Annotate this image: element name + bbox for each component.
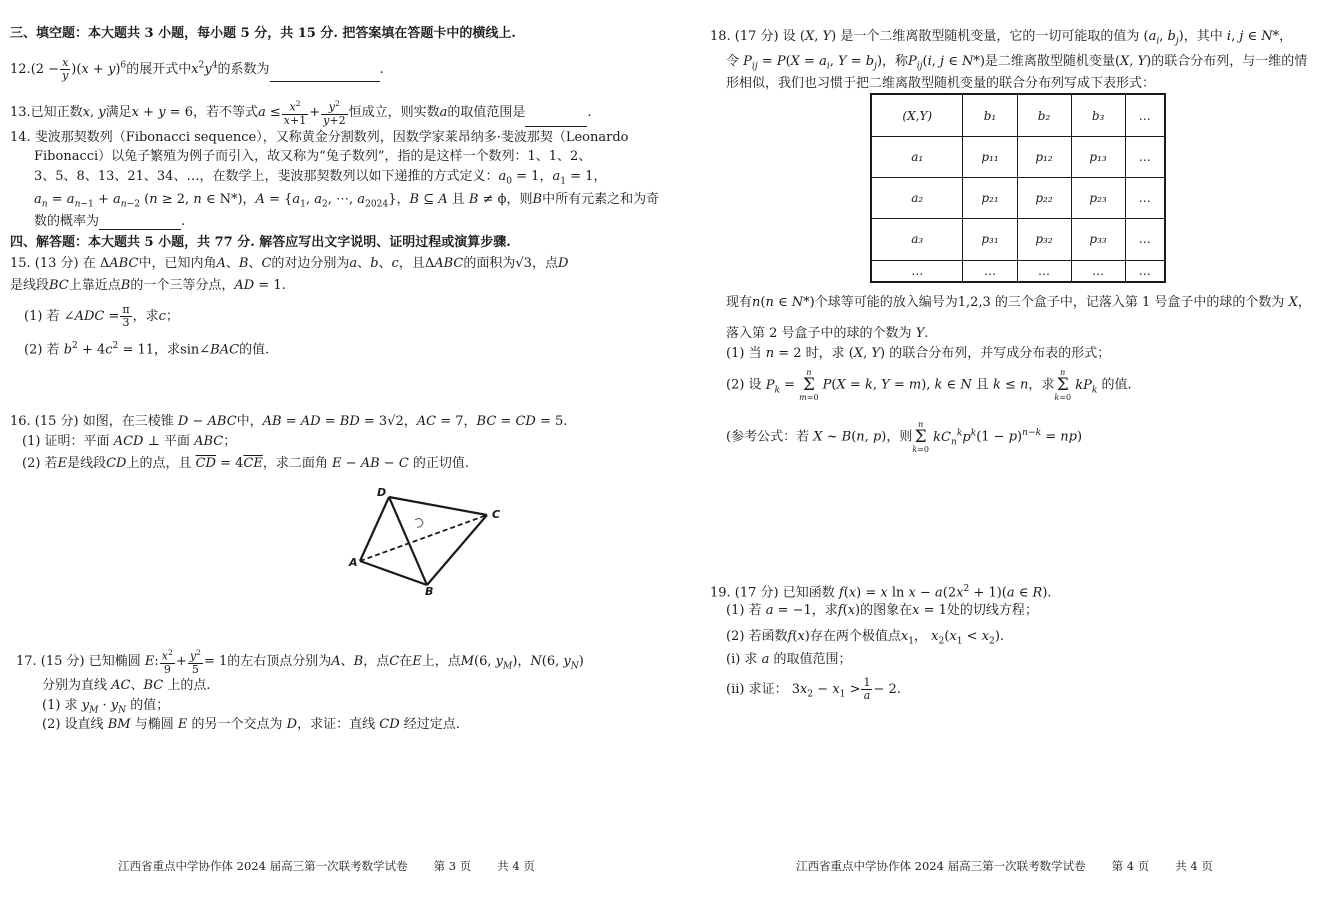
question-16-part-1: (1) 证明：平面 ACD ⊥ 平面 ABC；: [22, 434, 237, 449]
question-18-part-1: (1) 当 n = 2 时，求 (X, Y) 的联合分布列，并写成分布表的形式；: [726, 346, 1111, 361]
page-3: [0, 0, 668, 900]
edge-DC: [389, 497, 487, 515]
table-cell: …: [1125, 178, 1165, 219]
table-cell: …: [963, 260, 1017, 282]
question-19-part-2: (2) 若函数f(x)存在两个极值点$x_1$， $x_2(x_1 < x_2)$.: [726, 629, 1005, 647]
tetrahedron-diagram: [345, 485, 515, 600]
question-19-part-1: (1) 若 a = −1，求f(x)的图象在x = 1处的切线方程；: [726, 603, 1038, 618]
vertex-label-C: C: [492, 508, 501, 521]
edge-AB: [360, 561, 427, 585]
table-header-cell: b₃: [1071, 94, 1125, 137]
question-19: 19. (17 分) 已知函数 f(x) = x $\ln x - a(2x^2 + 1)(a$ ∈ R).: [710, 584, 1052, 601]
question-14-line-2: Fibonacci）以兔子繁殖为例子而引入，故又称为“兔子数列”，指的是这样一个数列：1、1、2、: [34, 149, 592, 164]
table-cell: …: [871, 260, 963, 282]
pencil-mark: [415, 519, 423, 528]
question-14-line-1: 14. 斐波那契数列（Fibonacci sequence），又称黄金分割数列，因数学家莱昂纳多·斐波那契（Leonardo: [10, 130, 629, 145]
question-16: 16. (15 分) 如图，在三棱锥 D − ABC中，AB = AD = BD = 3√2，AC = 7，BC = CD = 5.: [10, 414, 568, 429]
table-cell: a₃: [871, 219, 963, 260]
table-cell: …: [1125, 260, 1165, 282]
vertex-label-A: A: [349, 556, 358, 569]
question-17-line-2: 分别为直线 AC、BC 上的点.: [42, 678, 211, 693]
table-header-cell: b₁: [963, 94, 1017, 137]
question-17: 17. (15 分) 已知椭圆 E: $\frac{x^2}{9}$ + $\frac{y^2}{5}$ = 1的左右顶点分别为A、B，点C在E上，点M(6, $y_M$)，N(6, $y_N$): [16, 648, 584, 676]
question-18-reference: (参考公式：若 X ~ B(n, p)，则n Σ k=0 $kC_n^kp^k(1 - p)^{n-k} = np$): [726, 420, 1083, 454]
answer-blank-12[interactable]: [270, 81, 380, 82]
table-cell: p₂₁: [963, 178, 1017, 219]
table-cell: …: [1071, 260, 1125, 282]
answer-blank-14[interactable]: [99, 229, 181, 230]
question-18-line-5: 落入第 2 号盒子中的球的个数为 Y.: [726, 326, 929, 341]
question-18-part-2: (2) 设 $P_k = n$ Σ m=0 P(X = k, Y = m), k ∈ N 且 k ≤ n，求n Σ k=0 $kP_k$ 的值.: [726, 368, 1132, 402]
question-12: 12.(2 − $\frac{x}{y}$ )$(x + y)^6$的展开式中$x^2y^4$的系数为 .: [10, 56, 384, 82]
table-header-cell: …: [1125, 94, 1165, 137]
table-row: [871, 137, 1165, 178]
table-cell: …: [1017, 260, 1071, 282]
question-19-part-2-ii: (ii) 求证： $3x_2 - x_1$ > $\frac{1}{a}$ − 2.: [726, 676, 901, 702]
question-18: 18. (17 分) 设 (X, Y) 是一个二维离散型随机变量，它的一切可能取的值为 ($a_i$, $b_j$)，其中 i, j ∈ N*，: [710, 29, 1293, 47]
footer-page-3: 江西省重点中学协作体 2024 届高三第一次联考数学试卷 第 3 页 共 4 页: [118, 859, 535, 873]
table-cell: a₂: [871, 178, 963, 219]
question-15: 15. (13 分) 在 ΔABC中，已知内角A、B、C的对边分别为a、b、c，且ΔABC的面积为√3，点D: [10, 256, 569, 271]
edge-BC: [427, 515, 487, 585]
table-cell: p₁₂: [1017, 137, 1071, 178]
question-18-line-2: 令 $P_{ij} = P(X = a_i$, $Y = b_j$)，称$P_{ij}(i$, j ∈ N*)是二维离散型随机变量(X, Y)的联合分布列，与一维的情: [726, 54, 1308, 72]
table-cell: p₃₁: [963, 219, 1017, 260]
question-15-part-1: (1) 若 ∠ADC = $\frac{\pi}{3}$ ，求c；: [24, 303, 179, 329]
section-answer-heading: 四、解答题：本大题共 5 小题，共 77 分. 解答应写出文字说明、证明过程或演算步骤.: [10, 235, 511, 250]
table-cell: p₁₃: [1071, 137, 1125, 178]
question-14-line-5: 数的概率为 .: [34, 214, 186, 229]
table-header-cell: (X,Y): [871, 94, 963, 137]
question-14-line-4: $a_n = a_{n-1} + a_{n-2}$ (n ≥ 2, n ∈ N*)，$A = \{a_1$, $a_2$, ⋯, $a_{2024}$}，B ⊆ A 且 B ≠ ϕ，则B中所有元素之和为奇: [34, 192, 660, 210]
table-cell: p₃₂: [1017, 219, 1071, 260]
table-cell: p₂₃: [1071, 178, 1125, 219]
table-cell: …: [1125, 137, 1165, 178]
table-cell: p₂₂: [1017, 178, 1071, 219]
question-19-part-2-i: (i) 求 a 的取值范围；: [726, 652, 852, 667]
footer-page-4: 江西省重点中学协作体 2024 届高三第一次联考数学试卷 第 4 页 共 4 页: [796, 859, 1213, 873]
table-header-row: [871, 94, 1165, 137]
table-row: [871, 260, 1165, 282]
table-cell: p₁₁: [963, 137, 1017, 178]
vertex-label-D: D: [377, 486, 387, 499]
question-16-part-2: (2) 若E是线段CD上的点，且 $\overline{CD} = 4\overline{CE}$，求二面角 E − AB − C 的正切值.: [22, 456, 470, 471]
vertex-label-B: B: [425, 585, 434, 598]
question-15-part-2: (2) 若 $b^2 + 4c^2 = 11$，求sin∠BAC的值.: [24, 341, 270, 358]
section-fill-in-heading: 三、填空题：本大题共 3 小题，每小题 5 分，共 15 分. 把答案填在答题卡中的横线上.: [10, 26, 516, 41]
table-cell: p₃₃: [1071, 219, 1125, 260]
table-row: [871, 219, 1165, 260]
edge-DB: [389, 497, 427, 585]
question-18-line-4: 现有n(n ∈ N*)个球等可能的放入编号为1,2,3 的三个盒子中，记落入第 1 号盒子中的球的个数为 X，: [726, 295, 1311, 310]
question-13: 13.已知正数x, y满足x + y = 6，若不等式a ≤ $\frac{x^2}{x+1}$ + $\frac{y^2}{y+2}$ 恒成立，则实数a的取值范围是 .: [10, 99, 592, 127]
table-row: [871, 178, 1165, 219]
question-17-part-1: (1) 求 $y_M \cdot y_N$ 的值；: [42, 698, 170, 716]
question-17-part-2: (2) 设直线 BM 与椭圆 E 的另一个交点为 D，求证：直线 CD 经过定点.: [42, 717, 460, 732]
joint-distribution-table: [870, 93, 1166, 283]
table-cell: a₁: [871, 137, 963, 178]
table-cell: …: [1125, 219, 1165, 260]
table-header-cell: b₂: [1017, 94, 1071, 137]
question-18-line-3: 形相似，我们也习惯于把二维离散型随机变量的联合分布列写成下表形式：: [726, 76, 1156, 91]
question-15-line-2: 是线段BC上靠近点B的一个三等分点，AD = 1.: [10, 278, 286, 293]
question-14-line-3: 3、5、8、13、21、34、…，在数学上，斐波那契数列以如下递推的方式定义：$a_0 = 1$，$a_1 = 1$，: [34, 169, 607, 187]
answer-blank-13[interactable]: [525, 126, 587, 127]
